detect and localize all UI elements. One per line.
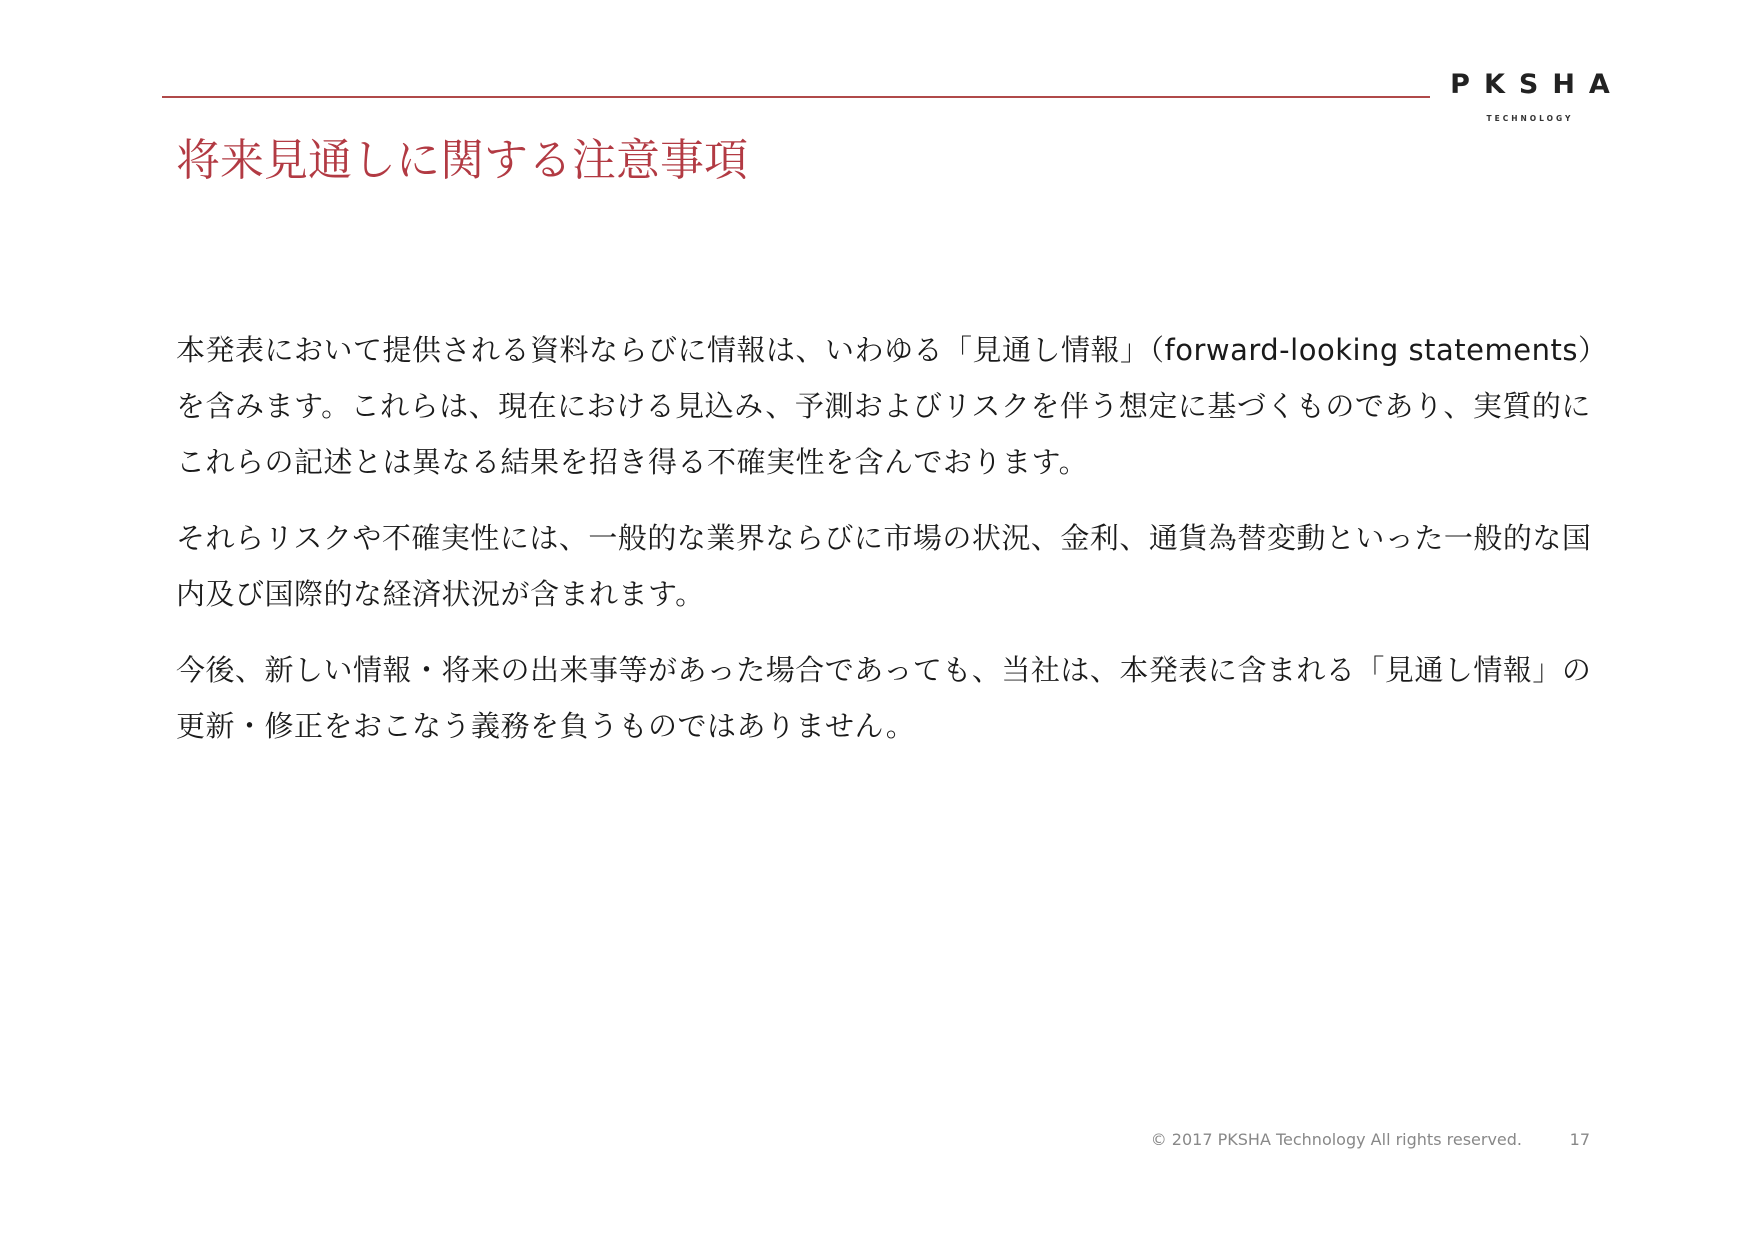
- page-number: 17: [1569, 1130, 1590, 1149]
- company-logo: [1432, 70, 1628, 124]
- header-divider: [162, 96, 1430, 98]
- disclaimer-body: [176, 322, 1596, 774]
- logo-subtitle: TECHNOLOGY: [1486, 114, 1574, 123]
- paragraph-risks: それらリスクや不確実性には、一般的な業界ならびに市場の状況、金利、通貨為替変動といった一般的な国内及び国際的な経済状況が含まれます。: [176, 521, 1592, 611]
- page-title: 将来見通しに関する注意事項: [176, 135, 748, 186]
- footer-copyright: © 2017 PKSHA Technology All rights reserved.: [1150, 1130, 1522, 1149]
- paragraph-forward-looking: 本発表において提供される資料ならびに情報は、いわゆる「見通し情報」（forward-looking statements）を含みます。これらは、現在における見込み、予測およびリスクを伴う想定に基づくものであり、実質的にこれらの記述とは異なる結果を招き得る不確実性を含んでおります。: [176, 333, 1593, 479]
- logo-wordmark: PKSHA: [1450, 69, 1624, 100]
- paragraph-no-obligation: 今後、新しい情報・将来の出来事等があった場合であっても、当社は、本発表に含まれる「見通し情報」の更新・修正をおこなう義務を負うものではありません。: [176, 653, 1592, 743]
